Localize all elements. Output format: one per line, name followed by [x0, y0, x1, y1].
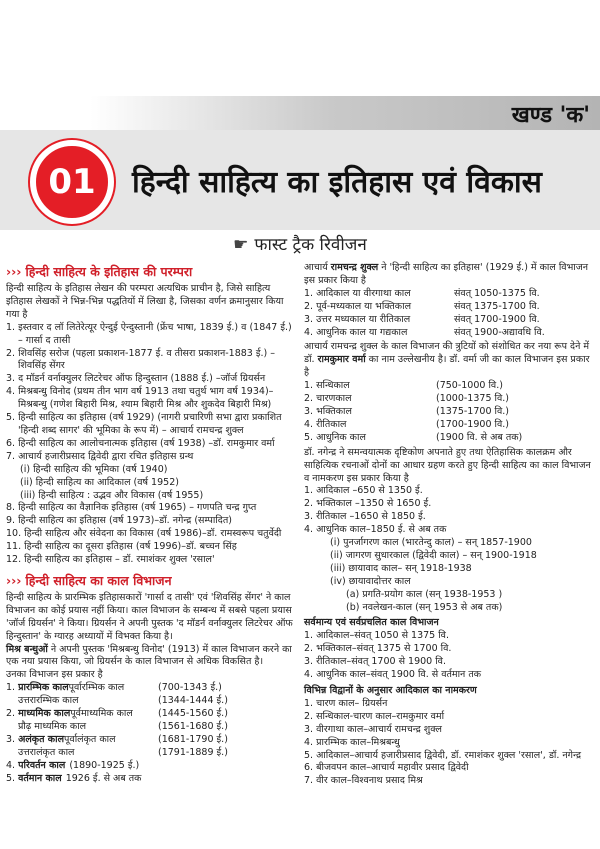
division-number: 3.	[6, 733, 19, 745]
dwivedi-books-list	[6, 464, 296, 503]
division-range: (1344-1444 ई.)	[158, 695, 228, 707]
table-row	[304, 301, 596, 314]
division-row	[6, 721, 296, 734]
division-range: (1890-1925 ई.)	[69, 759, 140, 771]
list-item: 7. आचार्य हजारीप्रसाद द्विवेदी द्वारा रचित इतिहास ग्रन्थ	[6, 450, 194, 462]
division-key: वर्तमान काल	[18, 772, 62, 784]
division-number: 4.	[6, 759, 19, 771]
period-range: (1900 वि. से अब तक)	[436, 431, 523, 443]
period-range: (750-1000 वि.)	[436, 380, 503, 392]
division-range: (1445-1560 ई.)	[158, 708, 228, 720]
mishra-bold: मिश्र बन्धुओं	[6, 643, 48, 655]
sub-list-item: (iii) हिन्दी साहित्य : उद्भव और विकास (वर्ष 1955)	[20, 489, 204, 501]
adikal-naming-heading: विभिन्न विद्वानों के अनुसार आदिकाल का नामकरण	[304, 685, 477, 696]
shukl-paragraph	[304, 262, 596, 288]
division-number: 1.	[6, 682, 19, 694]
period-name: 1. सन्धिकाल	[304, 380, 350, 392]
list-item: 5. आदिकाल–आचार्य हजारीप्रसाद द्विवेदी, डॉ. रमाशंकर शुक्ल 'रसाल', डॉ. नगेन्द्र	[304, 749, 582, 761]
period-name: 1. आदिकाल या वीरगाथा काल	[304, 287, 411, 299]
post-chhayavad-sublist	[304, 589, 596, 615]
sub-list-item: (a) प्रगति-प्रयोग काल (सन् 1938-1953 )	[346, 588, 503, 600]
list-item: 4. आधुनिक काल–1850 ई. से अब तक	[304, 524, 447, 536]
list-item: 1. इस्तवार द लॉ लितेरेत्यूर ऐन्दुई ऐन्दुस्तानी (फ्रेंच भाषा, 1839 ई.) व (1847 ई.) – गार्सा द तासी	[6, 321, 292, 346]
division-row	[6, 695, 296, 708]
division-label	[6, 721, 158, 734]
list-item: 5. हिन्दी साहित्य का इतिहास (वर्ष 1929) (नागरी प्रचारिणी सभा द्वारा प्रकाशित 'हिन्दी शब्द सागर' की भूमिका के रूप में) – आचार्य रामचन्द्र शुक्ल	[6, 412, 282, 436]
standard-periodization-heading: सर्वमान्य एवं सर्वप्रचलित काल विभाजन	[304, 617, 439, 629]
division-label	[6, 695, 158, 708]
modern-period-sublist	[304, 537, 596, 589]
period-range: संवत् 1050-1375 वि.	[454, 287, 540, 299]
mishra-paragraph	[6, 644, 296, 670]
period-range: संवत् 1900-अद्यावधि वि.	[454, 326, 545, 338]
chevron-right-icon: ›››	[6, 264, 22, 279]
fast-track-heading	[0, 232, 600, 255]
list-item: 12. हिन्दी साहित्य का इतिहास – डॉ. रमाशंकर शुक्ल 'रसाल'	[6, 554, 215, 566]
sub-list-item: (ii) हिन्दी साहित्य का आदिकाल (वर्ष 1952)	[20, 476, 179, 488]
fast-track-label: फास्ट ट्रैक रिवीजन	[254, 235, 367, 255]
period-name: 3. भक्तिकाल	[304, 405, 352, 417]
division-range: (1561-1680 ई.)	[158, 721, 228, 732]
section-heading-tradition	[6, 264, 296, 280]
division-range: (1681-1790 ई.)	[158, 733, 228, 745]
shukl-text-c: ने 'हिन्दी साहित्य का इतिहास' (1929 ई.) में काल विभाजन इस प्रकार किया है	[304, 262, 589, 286]
mishra-division-list	[6, 682, 296, 785]
division-sub: पूर्वालंकृत काल	[64, 733, 116, 745]
list-item: 6. बीजवपन काल–आचार्य महावीर प्रसाद द्विवेदी	[304, 762, 469, 774]
division-label	[6, 682, 158, 695]
section-label: खण्ड 'क'	[511, 103, 590, 128]
section-banner	[0, 96, 600, 130]
table-row	[304, 288, 596, 301]
history-list	[6, 322, 296, 464]
list-item: 4. प्रारम्भिक काल–मिश्रबन्धु	[304, 736, 400, 748]
list-item: 2. सन्धिकाल-चारण काल–रामकुमार वर्मा	[304, 710, 445, 722]
right-column	[304, 262, 596, 788]
table-row	[304, 393, 596, 406]
list-item: 4. मिश्रबन्धु विनोद (प्रथम तीन भाग वर्ष 1913 तथा चतुर्थ भाग वर्ष 1934)–मिश्रबन्धु (गणेश बिहारी मिश्र, श्याम बिहारी मिश्र और शुकदेव बिहारी मिश्र)	[6, 386, 274, 411]
table-row	[304, 406, 596, 419]
division-intro: उनका विभाजन इस प्रकार है	[6, 669, 103, 681]
list-item: 3. द मॉडर्न वर्नाक्युलर लिटरेचर ऑफ हिन्दुस्तान (1888 ई.) –जॉर्ज ग्रियर्सन	[6, 373, 266, 385]
shukl-bold: रामचन्द्र शुक्ल	[330, 262, 379, 273]
list-item: 11. हिन्दी साहित्य का दूसरा इतिहास (वर्ष 1996)–डॉ. बच्चन सिंह	[6, 541, 237, 553]
list-item: 3. रीतिकाल –1650 से 1850 ई.	[304, 511, 426, 523]
standard-periodization-list	[304, 630, 596, 682]
shukl-division-list	[304, 288, 596, 340]
periodization-paragraph: हिन्दी साहित्य के प्रारम्भिक इतिहासकारों 'गार्सा द तासी' एवं 'शिवसिंह सेंगर' ने काल विभाजन का कोई प्रयास नहीं किया। काल विभाजन के सम्बन्ध में सबसे पहला प्रयास 'जॉर्ज ग्रियर्सन' ने किया। ग्रियर्सन ने अपनी पुस्तक 'द मॉडर्न वर्नाक्युलर लिटरेचर ऑफ हिन्दुस्तान' के ग्यारह अध्यायों में विभक्त किया है।	[6, 591, 293, 642]
division-row	[6, 682, 296, 695]
sub-list-item: (i) हिन्दी साहित्य की भूमिका (वर्ष 1940)	[20, 463, 168, 475]
chapter-number: 01	[30, 140, 114, 224]
period-name: 4. आधुनिक काल या गद्यकाल	[304, 326, 408, 338]
heading-text: हिन्दी साहित्य के इतिहास की परम्परा	[25, 264, 193, 279]
division-row	[6, 760, 296, 773]
period-name: 5. आधुनिक काल	[304, 431, 366, 443]
division-key: अलंकृत काल	[18, 733, 65, 745]
division-key: परिवर्तन काल	[18, 759, 66, 771]
section-banner-bar	[0, 96, 600, 130]
list-item: 2. भक्तिकाल–संवत् 1375 से 1700 वि.	[304, 643, 452, 655]
division-label	[6, 734, 158, 747]
shukl-text-a: आचार्य	[304, 262, 331, 273]
division-sub: प्रौढ़ माध्यमिक काल	[18, 721, 87, 732]
division-label	[6, 773, 62, 786]
sub-list-item: (ii) जागरण सुधारकाल (द्विवेदी काल) – सन् 1900-1918	[330, 549, 537, 561]
division-row	[6, 773, 296, 786]
intro-paragraph: हिन्दी साहित्य के इतिहास लेखन की परम्परा अत्यधिक प्राचीन है, जिसे साहित्य इतिहास लेखकों ने भिन्न-भिन्न पद्धतियों में लिखा है, जिसका वर्णन क्रमानुसार किया गया है	[6, 283, 284, 320]
list-item: 9. हिन्दी साहित्य का इतिहास (वर्ष 1973)–डॉ. नगेन्द्र (सम्पादित)	[6, 515, 232, 527]
list-item: 2. भक्तिकाल –1350 से 1650 ई.	[304, 498, 432, 510]
period-range: (1000-1375 वि.)	[436, 393, 509, 405]
sub-list-item: (i) पुनर्जागरण काल (भारतेन्दु काल) – सन् 1857-1900	[330, 537, 532, 549]
verma-bold: रामकुमार वर्मा	[317, 354, 366, 366]
list-item: 4. आधुनिक काल–संवत् 1900 वि. से वर्तमान तक	[304, 669, 482, 681]
division-row	[6, 747, 296, 760]
nagendra-division-list	[304, 485, 596, 537]
list-item: 10. हिन्दी साहित्य और संवेदना का विकास (वर्ष 1986)–डॉ. रामस्वरूप चतुर्वेदी	[6, 528, 282, 540]
sub-list-item: (iii) छायावाद काल– सन् 1918-1938	[330, 562, 472, 574]
section-heading-periodization	[6, 573, 296, 589]
division-sub: पूर्वारम्भिक काल	[68, 682, 125, 694]
division-label	[6, 747, 158, 760]
list-item: 7. वीर काल–विश्वनाथ प्रसाद मिश्र	[304, 775, 423, 787]
division-row	[6, 734, 296, 747]
period-name: 4. रीतिकाल	[304, 418, 347, 430]
division-number: 2.	[6, 708, 19, 720]
division-key: माध्यमिक काल	[18, 708, 71, 720]
list-item: 8. हिन्दी साहित्य का वैज्ञानिक इतिहास (वर्ष 1965) – गणपति चन्द्र गुप्त	[6, 502, 257, 514]
chevron-right-icon: ›››	[6, 572, 22, 588]
division-label	[6, 708, 158, 721]
verma-text-c: का नाम उल्लेखनीय है। डॉ. वर्मा जी का काल विभाजन इस प्रकार है	[304, 354, 590, 379]
division-sub: पूर्वमाध्यमिक काल	[70, 708, 133, 720]
verma-division-list	[304, 380, 596, 445]
nagendra-paragraph: डॉ. नगेन्द्र ने समन्वयात्मक दृष्टिकोण अपनाते हुए तथा ऐतिहासिक कालक्रम और साहित्यिक रचनाओं दोनों का आधार ग्रहण करते हुए हिन्दी साहित्य का काल विभाजन व नामकरण इस प्रकार किया है	[304, 446, 591, 484]
list-item: 3. रीतिकाल–संवत् 1700 से 1900 वि.	[304, 656, 446, 668]
division-number: 5.	[6, 772, 19, 784]
left-column	[6, 262, 296, 786]
division-label	[6, 760, 65, 773]
period-range: (1700-1900 वि.)	[436, 418, 509, 430]
table-row	[304, 327, 596, 340]
period-range: (1375-1700 वि.)	[436, 405, 509, 417]
chapter-title: हिन्दी साहित्य का इतिहास एवं विकास	[132, 165, 542, 200]
verma-paragraph	[304, 341, 596, 380]
period-range: संवत् 1700-1900 वि.	[454, 313, 540, 325]
period-name: 2. पूर्व-मध्यकाल या भक्तिकाल	[304, 300, 412, 312]
sub-list-item: (b) नवलेखन-काल (सन् 1953 से अब तक)	[346, 601, 503, 613]
list-item: 6. हिन्दी साहित्य का आलोचनात्मक इतिहास (वर्ष 1938) –डॉ. रामकुमार वर्मा	[6, 437, 275, 449]
division-key: प्रारम्भिक काल	[18, 682, 69, 694]
division-sub: उत्तरारम्भिक काल	[18, 695, 79, 707]
list-item: 1. आदिकाल–संवत् 1050 से 1375 वि.	[304, 630, 449, 642]
table-row	[304, 419, 596, 432]
table-row	[304, 380, 596, 393]
division-range: 1926 ई. से अब तक	[65, 772, 142, 784]
list-item: 1. आदिकाल –650 से 1350 ई.	[304, 485, 423, 497]
list-item: 3. वीरगाथा काल–आचार्य रामचन्द्र शुक्ल	[304, 723, 442, 735]
heading-text: हिन्दी साहित्य का काल विभाजन	[25, 572, 172, 588]
division-range: (700-1343 ई.)	[158, 682, 222, 694]
division-range: (1791-1889 ई.)	[158, 746, 228, 758]
history-list-cont	[6, 502, 296, 567]
sub-list-item: (iv) छायावादोत्तर काल	[330, 575, 411, 587]
period-range: संवत् 1375-1700 वि.	[454, 300, 540, 312]
division-sub: उत्तरालंकृत काल	[18, 746, 75, 758]
period-name: 2. चारणकाल	[304, 393, 352, 405]
adikal-naming-list	[304, 698, 596, 788]
list-item: 1. चारण काल– ग्रियर्सन	[304, 697, 388, 709]
table-row	[304, 432, 596, 445]
period-name: 3. उत्तर मध्यकाल या रीतिकाल	[304, 313, 411, 325]
verma-text-a: आचार्य रामचन्द्र शुक्ल के काल विभाजन की त्रुटियों को संशोधित कर नया रूप देने में डॉ.	[304, 341, 590, 366]
table-row	[304, 314, 596, 327]
division-row	[6, 708, 296, 721]
list-item: 2. शिवसिंह सरोज (पहला प्रकाशन-1877 ई. व तीसरा प्रकाशन-1883 ई.) – शिवसिंह सेंगर	[6, 347, 276, 372]
mishra-text: ने अपनी पुस्तक 'मिश्रबन्धु विनोद' (1913) में काल विभाजन करने का एक नया प्रयास किया, जो ग्रियर्सन के काल विभाजन से अधिक विकसित है।	[6, 643, 292, 668]
hand-pointer-icon: ☛	[233, 235, 249, 255]
